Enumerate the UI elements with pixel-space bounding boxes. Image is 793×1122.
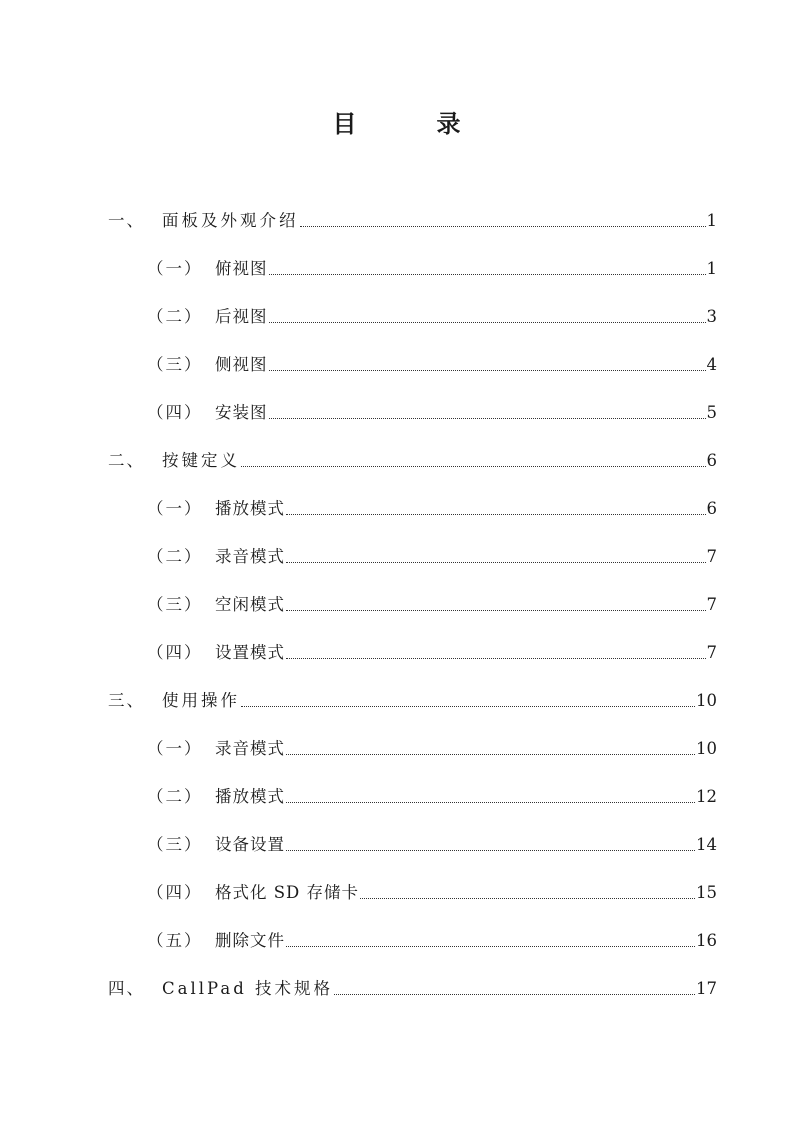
- toc-entry[interactable]: [147, 398, 717, 424]
- toc-entry-title: 设置模式: [215, 643, 285, 662]
- toc-entry-title: 面板及外观介绍: [162, 211, 299, 230]
- toc-entry-number: （四）: [147, 403, 203, 422]
- toc-entry[interactable]: [147, 542, 717, 568]
- toc-entry[interactable]: [147, 302, 717, 328]
- dot-leader: [286, 657, 706, 659]
- toc-entry-page: 7: [706, 595, 717, 614]
- dot-leader: [269, 273, 706, 275]
- toc-entry[interactable]: [108, 206, 717, 232]
- toc-entry[interactable]: [147, 926, 717, 952]
- toc-entry-title: 安装图: [215, 403, 268, 422]
- dot-leader: [241, 465, 706, 467]
- dot-leader: [241, 705, 695, 707]
- toc-entry-number: （二）: [147, 307, 203, 326]
- toc-entry-number: 四、: [108, 979, 145, 998]
- dot-leader: [286, 609, 706, 611]
- toc-entry-number: （三）: [147, 835, 203, 854]
- toc-entry-title: 空闲模式: [215, 595, 285, 614]
- dot-leader: [286, 849, 695, 851]
- toc-entry-page: 14: [696, 835, 717, 854]
- page-title: 目 录: [332, 110, 489, 138]
- toc-entry-title: 录音模式: [215, 739, 285, 758]
- toc-entry-page: 12: [696, 787, 717, 806]
- toc-entry[interactable]: [108, 446, 717, 472]
- toc-entry-title: 按键定义: [162, 451, 240, 470]
- toc-entry[interactable]: [108, 686, 717, 712]
- toc-entry-title: 设备设置: [215, 835, 285, 854]
- toc-entry-number: 一、: [108, 211, 145, 230]
- toc-entry-title: CallPad 技术规格: [162, 979, 334, 998]
- toc-entry[interactable]: [147, 590, 717, 616]
- toc-entry-page: 3: [706, 307, 717, 326]
- toc-entry-title: 侧视图: [215, 355, 268, 374]
- toc-entry-number: 二、: [108, 451, 145, 470]
- toc-entry-number: 三、: [108, 691, 145, 710]
- toc-entry-title: 删除文件: [215, 931, 285, 950]
- toc-entry-page: 16: [696, 931, 717, 950]
- dot-leader: [269, 369, 706, 371]
- toc-entry-title: 播放模式: [215, 499, 285, 518]
- toc-entry-title: 格式化 SD 存储卡: [215, 883, 360, 902]
- toc-entry-number: （四）: [147, 883, 203, 902]
- toc-entry[interactable]: [108, 974, 717, 1000]
- toc-entry-number: （一）: [147, 739, 203, 758]
- toc-entry-title: 后视图: [215, 307, 268, 326]
- toc-entry-page: 1: [706, 259, 717, 278]
- dot-leader: [334, 993, 695, 995]
- toc-entry-page: 10: [696, 691, 717, 710]
- toc-entry-page: 1: [706, 211, 717, 230]
- toc-entry-number: （二）: [147, 547, 203, 566]
- dot-leader: [300, 225, 706, 227]
- toc-entry-number: （二）: [147, 787, 203, 806]
- toc-entry[interactable]: [147, 830, 717, 856]
- toc-entry[interactable]: [147, 734, 717, 760]
- dot-leader: [286, 561, 706, 563]
- toc-entry-title: 录音模式: [215, 547, 285, 566]
- toc-entry-title: 俯视图: [215, 259, 268, 278]
- toc-entry[interactable]: [147, 638, 717, 664]
- dot-leader: [360, 897, 695, 899]
- toc-entry-page: 6: [706, 499, 717, 518]
- toc-entry[interactable]: [147, 782, 717, 808]
- toc-entry[interactable]: [147, 254, 717, 280]
- toc-entry-page: 7: [706, 643, 717, 662]
- dot-leader: [286, 513, 706, 515]
- toc-entry-number: （五）: [147, 931, 203, 950]
- toc-entry[interactable]: [147, 350, 717, 376]
- toc-entry-title: 使用操作: [162, 691, 240, 710]
- dot-leader: [286, 801, 695, 803]
- toc-entry-page: 7: [706, 547, 717, 566]
- toc-entry-number: （一）: [147, 259, 203, 278]
- dot-leader: [286, 753, 695, 755]
- toc-entry[interactable]: [147, 878, 717, 904]
- toc-entry-page: 5: [706, 403, 717, 422]
- toc-entry-number: （四）: [147, 643, 203, 662]
- toc-entry-number: （一）: [147, 499, 203, 518]
- toc-entry-page: 17: [696, 979, 717, 998]
- toc-entry-page: 10: [696, 739, 717, 758]
- dot-leader: [286, 945, 695, 947]
- toc-entry-number: （三）: [147, 355, 203, 374]
- toc-entry-page: 15: [696, 883, 717, 902]
- toc-entry[interactable]: [147, 494, 717, 520]
- toc-entry-title: 播放模式: [215, 787, 285, 806]
- toc-entry-page: 4: [706, 355, 717, 374]
- dot-leader: [269, 321, 706, 323]
- dot-leader: [269, 417, 706, 419]
- toc-entry-page: 6: [706, 451, 717, 470]
- toc-entry-number: （三）: [147, 595, 203, 614]
